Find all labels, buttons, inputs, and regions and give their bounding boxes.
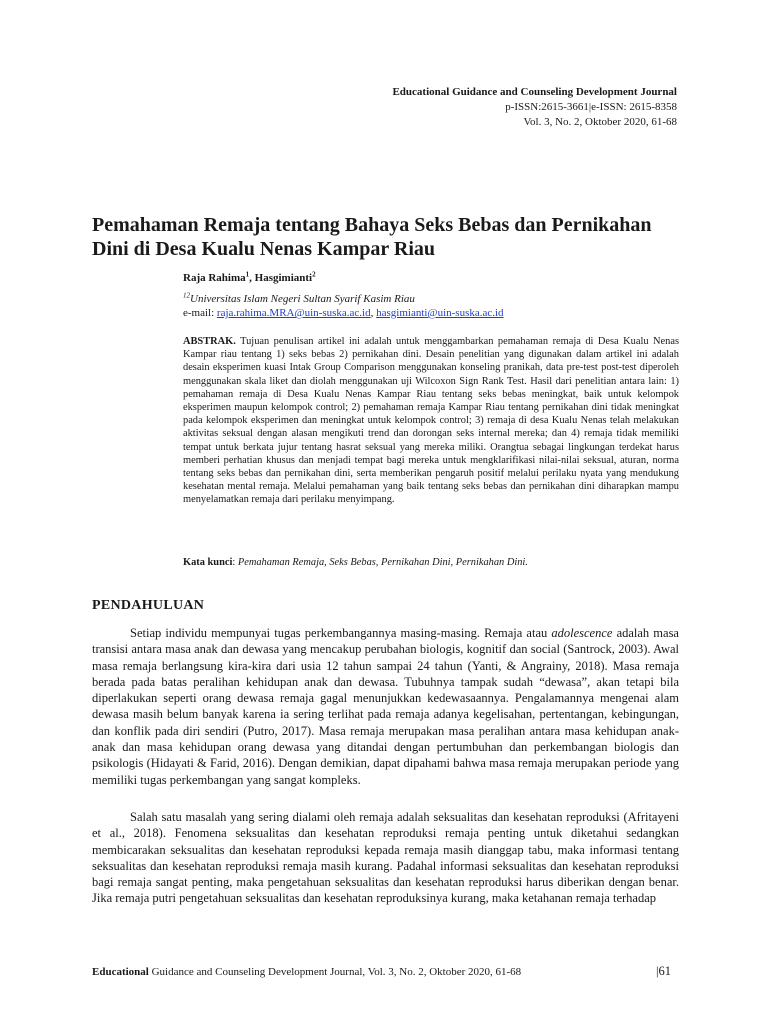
footer-text: Guidance and Counseling Development Journal, Vol. 3, No. 2, Oktober 2020, 61-68 [148, 966, 522, 978]
paragraph-1-part-1: Setiap individu mempunyai tugas perkembangannya masing-masing. Remaja atau [130, 626, 552, 640]
body-paragraph-2: Salah satu masalah yang sering dialami oleh remaja adalah seksualitas dan kesehatan reproduksi (Afritayeni et al., 2018). Fenomena seksualitas dan kesehatan reproduksi remaja penting untuk diketahui sedangkan membicarakan seksualitas dan kesehatan reproduksi kepada remaja masih dianggap tabu, maka informasi tentang seksualitas dan kesehatan reproduksi remaja masih kurang. Padahal informasi seksualitas dan kesehatan reproduksi bagi remaja sangat penting, maka pengetahuan seksualitas dan kesehatan reproduksi harus diberikan dengan benar. Jika remaja putri pengetahuan seksualitas dan kesehatan reproduksinya kurang, maka ketahanan remaja terhadap [92, 810, 679, 906]
affiliation-text: Universitas Islam Negeri Sultan Syarif Kasim Riau [190, 293, 415, 305]
email-separator: , [370, 307, 377, 319]
page-number: |61 [656, 964, 672, 978]
abstract-text: Tujuan penulisan artikel ini adalah untuk menggambarkan pemahaman remaja di Desa Kualu Nenas Kampar riau tentang 1) seks bebas 2) pernikahan dini. Desain penelitian yang digunakan dalam artikel ini adalah desain eksperimen kuasi Intak Group Comparison menggunakan konseling pranikah, data pre-test post-test diperoleh menggunakan skala liket dan diolah menggunakan uji Wilcoxon Sign Rank Test. Hasil dari penelitian antara lain: 1) pemahaman remaja di Desa Kualu Nenas Kampar Riau tentang seks bebas meningkat, baik untuk kelompok eksperimen maupun kelompok control; 2) pemahaman remaja Kampar Riau tentang pernikahan dini tidak meningkat pada kelompok eksperimen dan meningkat untuk kelompok control; 3) remaja di desa Kualu Nenas telah melakukan aktivitas seksual dengan alasan mengikuti trend dan dorongan seks internal mereka; dan 4) remaja tidak memiliki tempat untuk berkata jujur tentang hasrat seksual yang mereka miliki. Orangtua sebagai lingkungan terdekat harus memberi perhatian khusus dan menjadi tempat bagi mereka untuk mengklarifikasi nilai-nilai seksual, aturan, norma tentang seks bebas dan pernikahan dini, serta memberikan pengaruh positif melalui perilaku nyata yang mendukung kesehatan mental remaja. Melalui pemahaman yang baik tentang seks bebas dan pernikahan dini diharapkan mampu menyelamatkan remaja dari perilaku menyimpang. [183, 336, 679, 506]
body-paragraph-1 [92, 625, 679, 788]
author-1: Raja Rahima [183, 272, 246, 284]
journal-volume: Vol. 3, No. 2, Oktober 2020, 61-68 [523, 116, 677, 128]
affiliation [183, 293, 683, 306]
abstract [183, 335, 679, 507]
email-prefix: e-mail: [183, 307, 217, 319]
email-line [183, 307, 683, 320]
keywords-label: Kata kunci [183, 557, 233, 568]
footer-bold: Educational [92, 966, 149, 978]
article-title: Pemahaman Remaja tentang Bahaya Seks Bebas dan Pernikahan Dini di Desa Kualu Nenas Kampar Riau [92, 214, 652, 260]
author-2-sup: 2 [312, 270, 316, 279]
page-footer [92, 966, 521, 978]
author-separator: , [249, 272, 255, 284]
author-2: Hasgimianti [254, 272, 313, 284]
journal-issn: p-ISSN:2615-3661|e-ISSN: 2615-8358 [505, 101, 677, 113]
author-1-sup: 1 [245, 270, 250, 279]
keywords-separator: : [232, 557, 238, 568]
section-heading: PENDAHULUAN [92, 598, 205, 613]
journal-title: Educational Guidance and Counseling Development Journal [392, 86, 677, 98]
email-link-2[interactable]: hasgimianti@uin-suska.ac.id [376, 307, 504, 319]
journal-header [392, 85, 677, 130]
email-link-1[interactable]: raja.rahima.MRA@uin-suska.ac.id [216, 307, 371, 319]
affiliation-sup: 12 [183, 291, 190, 300]
paragraph-1-part-2: adalah masa transisi antara masa anak dan dewasa yang mencakup perubahan biologis, kognitif dan social (Santrock, 2003). Awal masa remaja berlangsung kira-kira dari usia 12 tahun sampai 24 tahun (Yanti, & Angrainy, 2018). Masa remaja berada pada batas peralihan kehidupan anak dan dewasa. Tubuhnya tampak sudah “dewasa”, akan tetapi bila diperlakukan seperti orang dewasa remaja gagal menunjukkan kedewasaannya. Pengalamannya mengenai alam dewasa masih belum banyak karena ia sering terlihat pada remaja adanya kegelisahan, pertentangan, kebingungan, dan konflik pada diri sendiri (Putro, 2017). Masa remaja merupakan masa peralihan antara masa kehidupan anak-anak dan masa kehidupan orang dewasa yang ditandai dengan pertumbuhan dan perkembangan biologis dan psikologis (Hidayati & Farid, 2016). Dengan demikian, dapat dipahami bahwa masa remaja merupakan periode yang memiliki tugas perkembangan yang sangat kompleks. [92, 626, 679, 787]
abstract-label: ABSTRAK. [183, 336, 236, 347]
keywords [183, 556, 679, 569]
author-list [183, 272, 683, 285]
keywords-text: Pemahaman Remaja, Seks Bebas, Pernikahan Dini, Pernikahan Dini. [237, 557, 528, 568]
paragraph-1-italic: adolescence [551, 626, 613, 640]
